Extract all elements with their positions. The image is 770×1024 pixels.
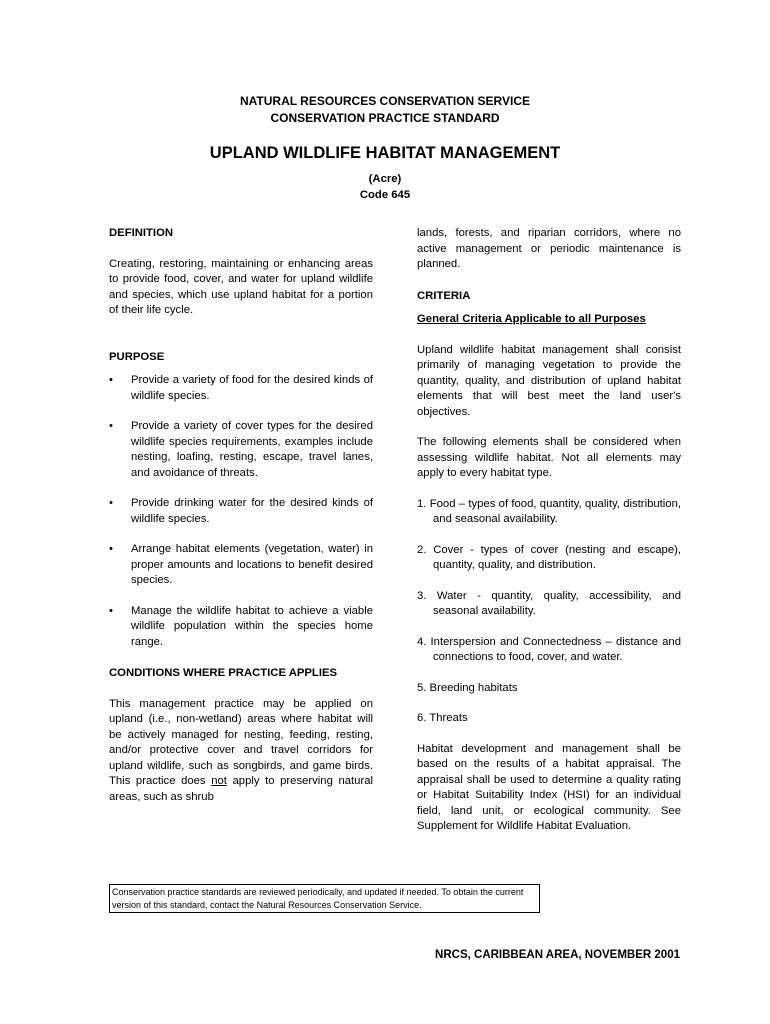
criteria-subheading: General Criteria Applicable to all Purposes xyxy=(417,313,646,325)
unit-label: (Acre) xyxy=(368,173,402,185)
left-column xyxy=(109,226,373,805)
criteria-heading: CRITERIA xyxy=(417,289,471,302)
bullet-icon: • xyxy=(109,543,113,555)
criteria-element-item: 3. Water - quantity, quality, accessibility, and seasonal availability. xyxy=(417,589,681,617)
criteria-paragraph-2: The following elements shall be considered when assessing wildlife habitat. Not all elements may apply to every habitat type. xyxy=(417,436,681,479)
conditions-continuation: lands, forests, and riparian corridors, where no active management or periodic maintenance is planned. xyxy=(417,227,681,270)
agency-name: NATURAL RESOURCES CONSERVATION SERVICE xyxy=(239,94,531,108)
criteria-element-item: 2. Cover - types of cover (nesting and escape), quantity, quality, and distribution. xyxy=(417,543,681,571)
definition-text: Creating, restoring, maintaining or enhancing areas to provide food, cover, and water for upland wildlife and species, which use upland habitat for a portion of their life cycle. xyxy=(109,257,373,316)
practice-code: Code 645 xyxy=(359,189,411,201)
conditions-text: This management practice may be applied on upland (i.e., non-wetland) areas where habitat will be actively managed for nesting, feeding, resting, and/or protective cover and travel corridors for upland wildlife, such as songbirds, and game birds. This practice does not apply to preserving natural areas, such as shrub xyxy=(109,697,373,803)
criteria-paragraph-3: Habitat development and management shall be based on the results of a habitat appraisal. The appraisal shall be used to determine a quality rating or Habitat Suitability Index (HSI) for an individual field, land unit, or ecological community. See Supplement for Wildlife Habitat Evaluation. xyxy=(417,742,681,832)
bullet-icon: • xyxy=(109,497,113,509)
purpose-item: • Provide a variety of cover types for the desired wildlife species requirements, examples include nesting, loafing, resting, escape, travel lanes, and avoidance of threats. xyxy=(109,420,373,479)
definition-heading: DEFINITION xyxy=(109,227,174,239)
bullet-icon: • xyxy=(109,604,113,617)
underlined-word: not xyxy=(211,775,227,787)
bullet-icon: • xyxy=(109,420,113,432)
purpose-item: • Provide a variety of food for the desired kinds of wildlife species. xyxy=(109,374,373,402)
bullet-icon: • xyxy=(109,374,113,386)
purpose-item: • Provide drinking water for the desired kinds of wildlife species. xyxy=(109,497,373,525)
purpose-item: • Manage the wildlife habitat to achieve a viable wildlife population within the species home range. xyxy=(109,604,373,648)
criteria-element-item: 5. Breeding habitats xyxy=(417,681,518,694)
review-notice-box: Conservation practice standards are reviewed periodically, and updated if needed. To obtain the current version of this standard, contact the Natural Resources Conservation Service. xyxy=(109,884,540,913)
footer-text: NRCS, CARIBBEAN AREA, NOVEMBER 2001 xyxy=(435,949,680,961)
document-type: CONSERVATION PRACTICE STANDARD xyxy=(270,111,500,125)
page-title: UPLAND WILDLIFE HABITAT MANAGEMENT xyxy=(209,144,561,162)
criteria-element-item: 6. Threats xyxy=(417,712,468,724)
purpose-heading: PURPOSE xyxy=(109,350,165,363)
criteria-element-item: 4. Interspersion and Connectedness – distance and connections to food, cover, and water. xyxy=(417,635,681,663)
right-column xyxy=(417,226,681,835)
purpose-item: • Arrange habitat elements (vegetation, water) in proper amounts and locations to benefit desired species. xyxy=(109,543,373,586)
conditions-heading: CONDITIONS WHERE PRACTICE APPLIES xyxy=(109,667,338,679)
criteria-paragraph-1: Upland wildlife habitat management shall consist primarily of managing vegetation to provide the quantity, quality, and distribution of upland habitat elements that will best meet the land user's objectives. xyxy=(417,343,681,418)
criteria-element-item: 1. Food – types of food, quantity, quality, distribution, and seasonal availability. xyxy=(417,497,681,525)
